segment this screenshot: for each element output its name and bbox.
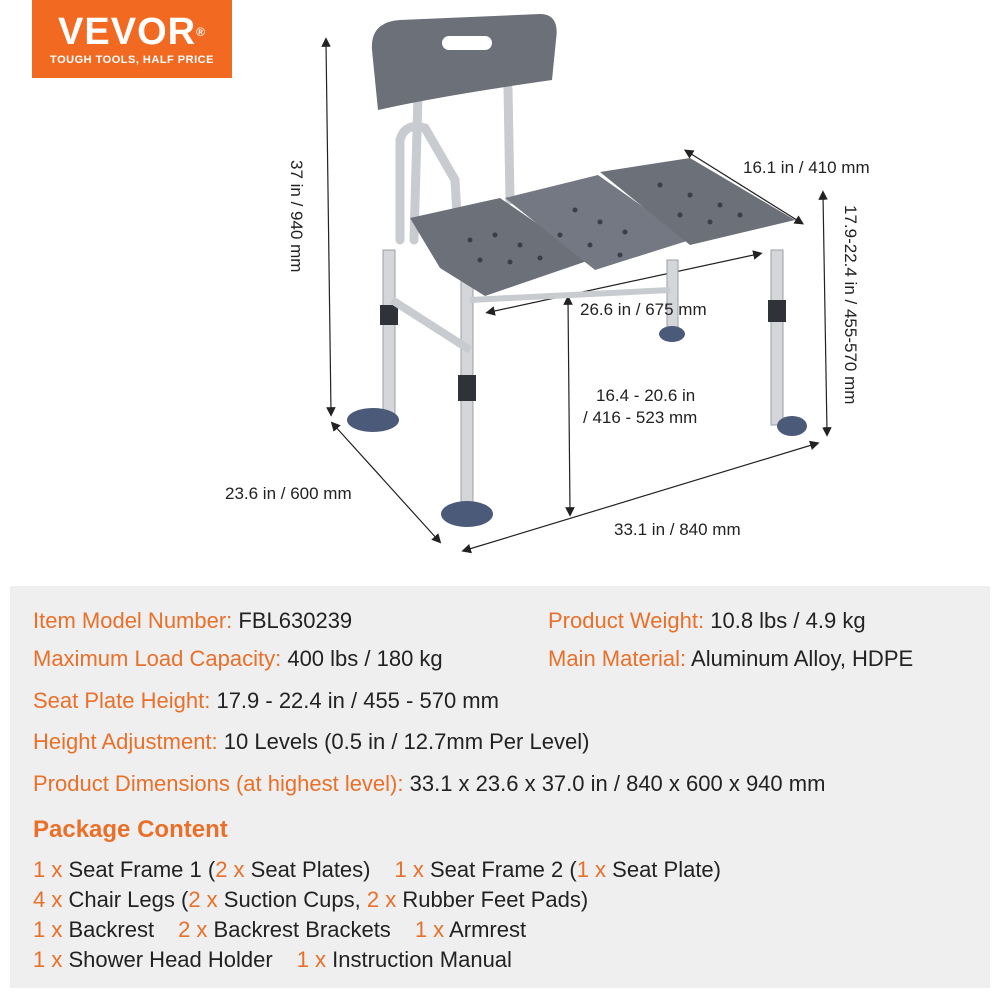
brand-name: VEVOR [58, 11, 197, 53]
qty: 1 x [33, 947, 69, 972]
spec-material-label: Main Material: [548, 646, 687, 671]
package-title: Package Content [33, 816, 228, 843]
spec-seat-height-label: Seat Plate Height: [33, 688, 211, 713]
dim-length: 33.1 in / 840 mm [614, 520, 741, 539]
spec-model-label: Item Model Number: [33, 608, 233, 633]
package-row [33, 857, 721, 883]
spec-dimensions [33, 771, 825, 797]
backrest-handle [442, 36, 492, 50]
item-text: Seat Plates) [250, 857, 371, 882]
package-row [33, 947, 512, 973]
qty: 2 x [178, 917, 214, 942]
dim-height-total: 37 in / 940 mm [287, 160, 306, 273]
package-row [33, 887, 588, 913]
spec-weight-value: 10.8 lbs / 4.9 kg [704, 608, 866, 633]
dim-leg-height-line1: 16.4 - 20.6 in [596, 386, 696, 405]
item-text: Backrest [68, 917, 155, 942]
qty: 1 x [33, 857, 69, 882]
registered-mark: ® [196, 25, 206, 39]
spec-seat-height-value: 17.9 - 22.4 in / 455 - 570 mm [210, 688, 499, 713]
spec-material-value: Aluminum Alloy, HDPE [686, 646, 914, 671]
item-text: Instruction Manual [332, 947, 512, 972]
item-text: Seat Plate) [612, 857, 721, 882]
dim-seat-depth: 16.1 in / 410 mm [743, 158, 870, 177]
qty: 1 x [296, 947, 333, 972]
spec-weight [548, 608, 866, 634]
dim-leg-height-line2: / 416 - 523 mm [583, 408, 698, 427]
item-text: Seat Frame 1 ( [68, 857, 216, 882]
spec-model [33, 608, 352, 634]
qty: 1 x [394, 857, 430, 882]
qty: 1 x [414, 917, 450, 942]
spec-adjustment-value: 10 Levels (0.5 in / 12.7mm Per Level) [217, 729, 590, 754]
item-text: Suction Cups, [223, 887, 367, 912]
spec-dimensions-value: 33.1 x 23.6 x 37.0 in / 840 x 600 x 940 mm [403, 771, 826, 796]
spec-load-value: 400 lbs / 180 kg [281, 646, 443, 671]
spec-dimensions-label: Product Dimensions (at highest level): [33, 771, 404, 796]
backrest [372, 14, 557, 110]
item-text: Armrest [449, 917, 527, 942]
qty: 1 x [576, 857, 613, 882]
qty: 2 x [366, 887, 403, 912]
dim-seat-height-range: 17.9-22.4 in / 455-570 mm [841, 205, 860, 405]
seat-plates [410, 158, 795, 296]
spec-load [33, 646, 443, 672]
qty: 2 x [215, 857, 251, 882]
item-text: Chair Legs ( [68, 887, 189, 912]
qty: 2 x [188, 887, 224, 912]
spec-model-value: FBL630239 [232, 608, 353, 633]
dim-seat-width: 26.6 in / 675 mm [580, 300, 707, 319]
spec-adjustment [33, 729, 589, 755]
item-text: Backrest Brackets [213, 917, 391, 942]
spec-material [548, 646, 913, 672]
suction-cups [347, 326, 807, 527]
package-row [33, 917, 526, 943]
spec-weight-label: Product Weight: [548, 608, 705, 633]
item-text: Rubber Feet Pads) [402, 887, 589, 912]
item-text: Shower Head Holder [68, 947, 273, 972]
spec-load-label: Maximum Load Capacity: [33, 646, 282, 671]
qty: 1 x [33, 917, 69, 942]
brand-tagline: TOUGH TOOLS, HALF PRICE [50, 54, 214, 66]
spec-seat-height [33, 688, 499, 714]
dim-depth: 23.6 in / 600 mm [225, 484, 352, 503]
item-text: Seat Frame 2 ( [429, 857, 577, 882]
spec-adjustment-label: Height Adjustment: [33, 729, 218, 754]
qty: 4 x [33, 887, 69, 912]
